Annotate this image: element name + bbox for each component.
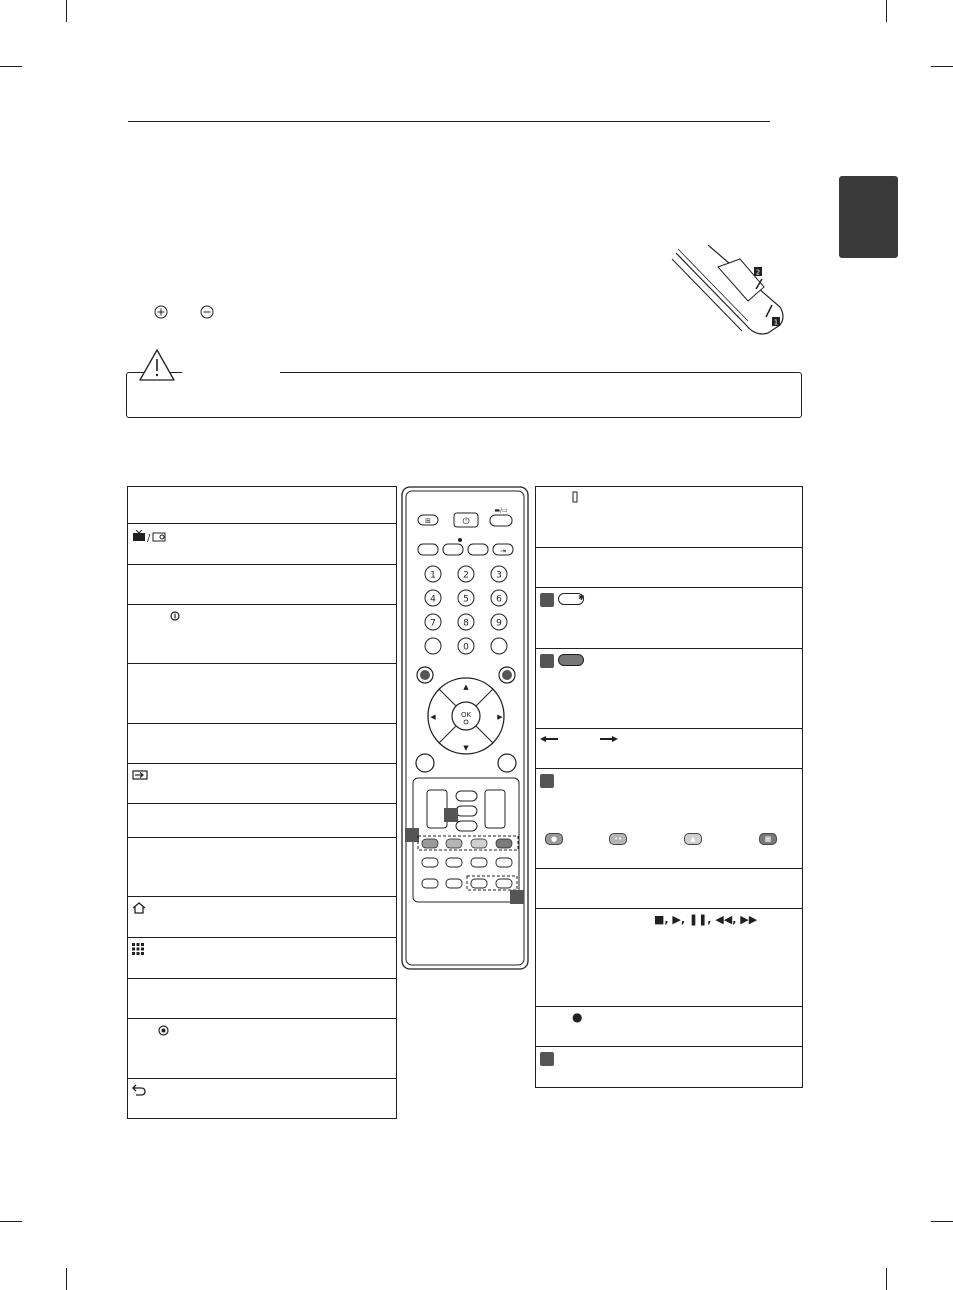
table-row (128, 1078, 396, 1121)
table-row (536, 648, 802, 729)
grid-menu-icon (132, 943, 144, 955)
info-circle-icon (170, 611, 180, 621)
svg-text:⇥: ⇥ (500, 547, 506, 555)
blue-grid-icon: ▦ (759, 833, 777, 845)
star-icon: ✱ (578, 593, 585, 602)
table-row (128, 896, 396, 938)
playback-symbols: ■, ▶, ❚❚, ◀◀, ▶▶ (654, 913, 758, 926)
table-row (536, 487, 802, 547)
key-5: 5 (463, 594, 469, 605)
q-menu-icon (572, 491, 578, 503)
key-7: 7 (430, 618, 436, 629)
table-row (128, 487, 396, 523)
page-left-icon (540, 736, 558, 742)
table-row (128, 604, 396, 664)
key-4: 4 (430, 594, 436, 605)
marker-square (540, 1052, 554, 1066)
chapter-tab (839, 176, 898, 258)
ok-label: OK (460, 711, 472, 719)
nav-left: ◀ (430, 713, 436, 721)
table-row (536, 1046, 802, 1090)
record-icon: ● (572, 1010, 583, 1024)
warning-triangle-icon (138, 348, 176, 382)
table-row (536, 728, 802, 769)
svg-text:⊞: ⊞ (425, 517, 431, 525)
nav-down: ▼ (463, 744, 469, 752)
right-button-table (535, 486, 803, 1088)
table-row (128, 763, 396, 804)
key-2: 2 (463, 570, 469, 581)
page-right-icon (600, 736, 618, 742)
grey-button-icon (558, 654, 584, 666)
table-row (128, 978, 396, 1019)
svg-text:/: / (147, 533, 151, 542)
yellow-triangle-icon: ▲ (684, 833, 702, 845)
plus-circle-icon (154, 305, 168, 319)
marker-square (540, 593, 554, 607)
crop-mark (931, 66, 953, 67)
key-1: 1 (430, 570, 436, 581)
crop-mark (0, 66, 22, 67)
table-row (536, 908, 802, 1007)
table-row (128, 723, 396, 764)
home-icon (132, 902, 146, 914)
crop-mark (886, 1268, 887, 1290)
crop-mark (66, 1268, 67, 1290)
caution-box (126, 372, 802, 418)
key-8: 8 (463, 618, 469, 629)
crop-mark (66, 0, 67, 22)
battery-cover-illustration (668, 245, 788, 345)
nav-right: ▶ (497, 713, 503, 721)
key-3: 3 (496, 570, 502, 581)
table-row (128, 937, 396, 979)
svg-text:⏻: ⏻ (462, 517, 470, 527)
table-row (128, 837, 396, 897)
input-icon (132, 770, 148, 780)
green-dots-icon: •• (609, 833, 627, 845)
crop-mark (931, 1221, 953, 1222)
nav-up: ▲ (463, 683, 469, 691)
table-row (128, 523, 396, 565)
back-icon (132, 1084, 146, 1096)
marker-square (540, 654, 554, 668)
remote-control (401, 486, 529, 970)
marker-square (540, 774, 554, 788)
crop-mark (0, 1221, 22, 1222)
red-dot-icon: ● (545, 833, 563, 845)
table-row (536, 768, 802, 869)
table-row (536, 1006, 802, 1047)
ok-wheel-icon (158, 1025, 169, 1036)
table-row (536, 587, 802, 649)
tv-radio-icon (132, 530, 166, 545)
table-row (128, 803, 396, 838)
table-row (128, 1018, 396, 1079)
table-row (128, 663, 396, 724)
crop-mark (886, 0, 887, 22)
key-0: 0 (463, 642, 469, 653)
step-two-label: 2 (755, 268, 761, 277)
minus-circle-icon (200, 305, 214, 319)
table-row (128, 564, 396, 605)
svg-text:▬/▭: ▬/▭ (494, 507, 508, 514)
table-row (536, 868, 802, 909)
header-rule (128, 121, 770, 122)
key-9: 9 (496, 618, 502, 629)
step-one-label: 1 (773, 318, 779, 327)
key-6: 6 (496, 594, 502, 605)
table-row (536, 547, 802, 588)
left-button-table (127, 486, 397, 1119)
